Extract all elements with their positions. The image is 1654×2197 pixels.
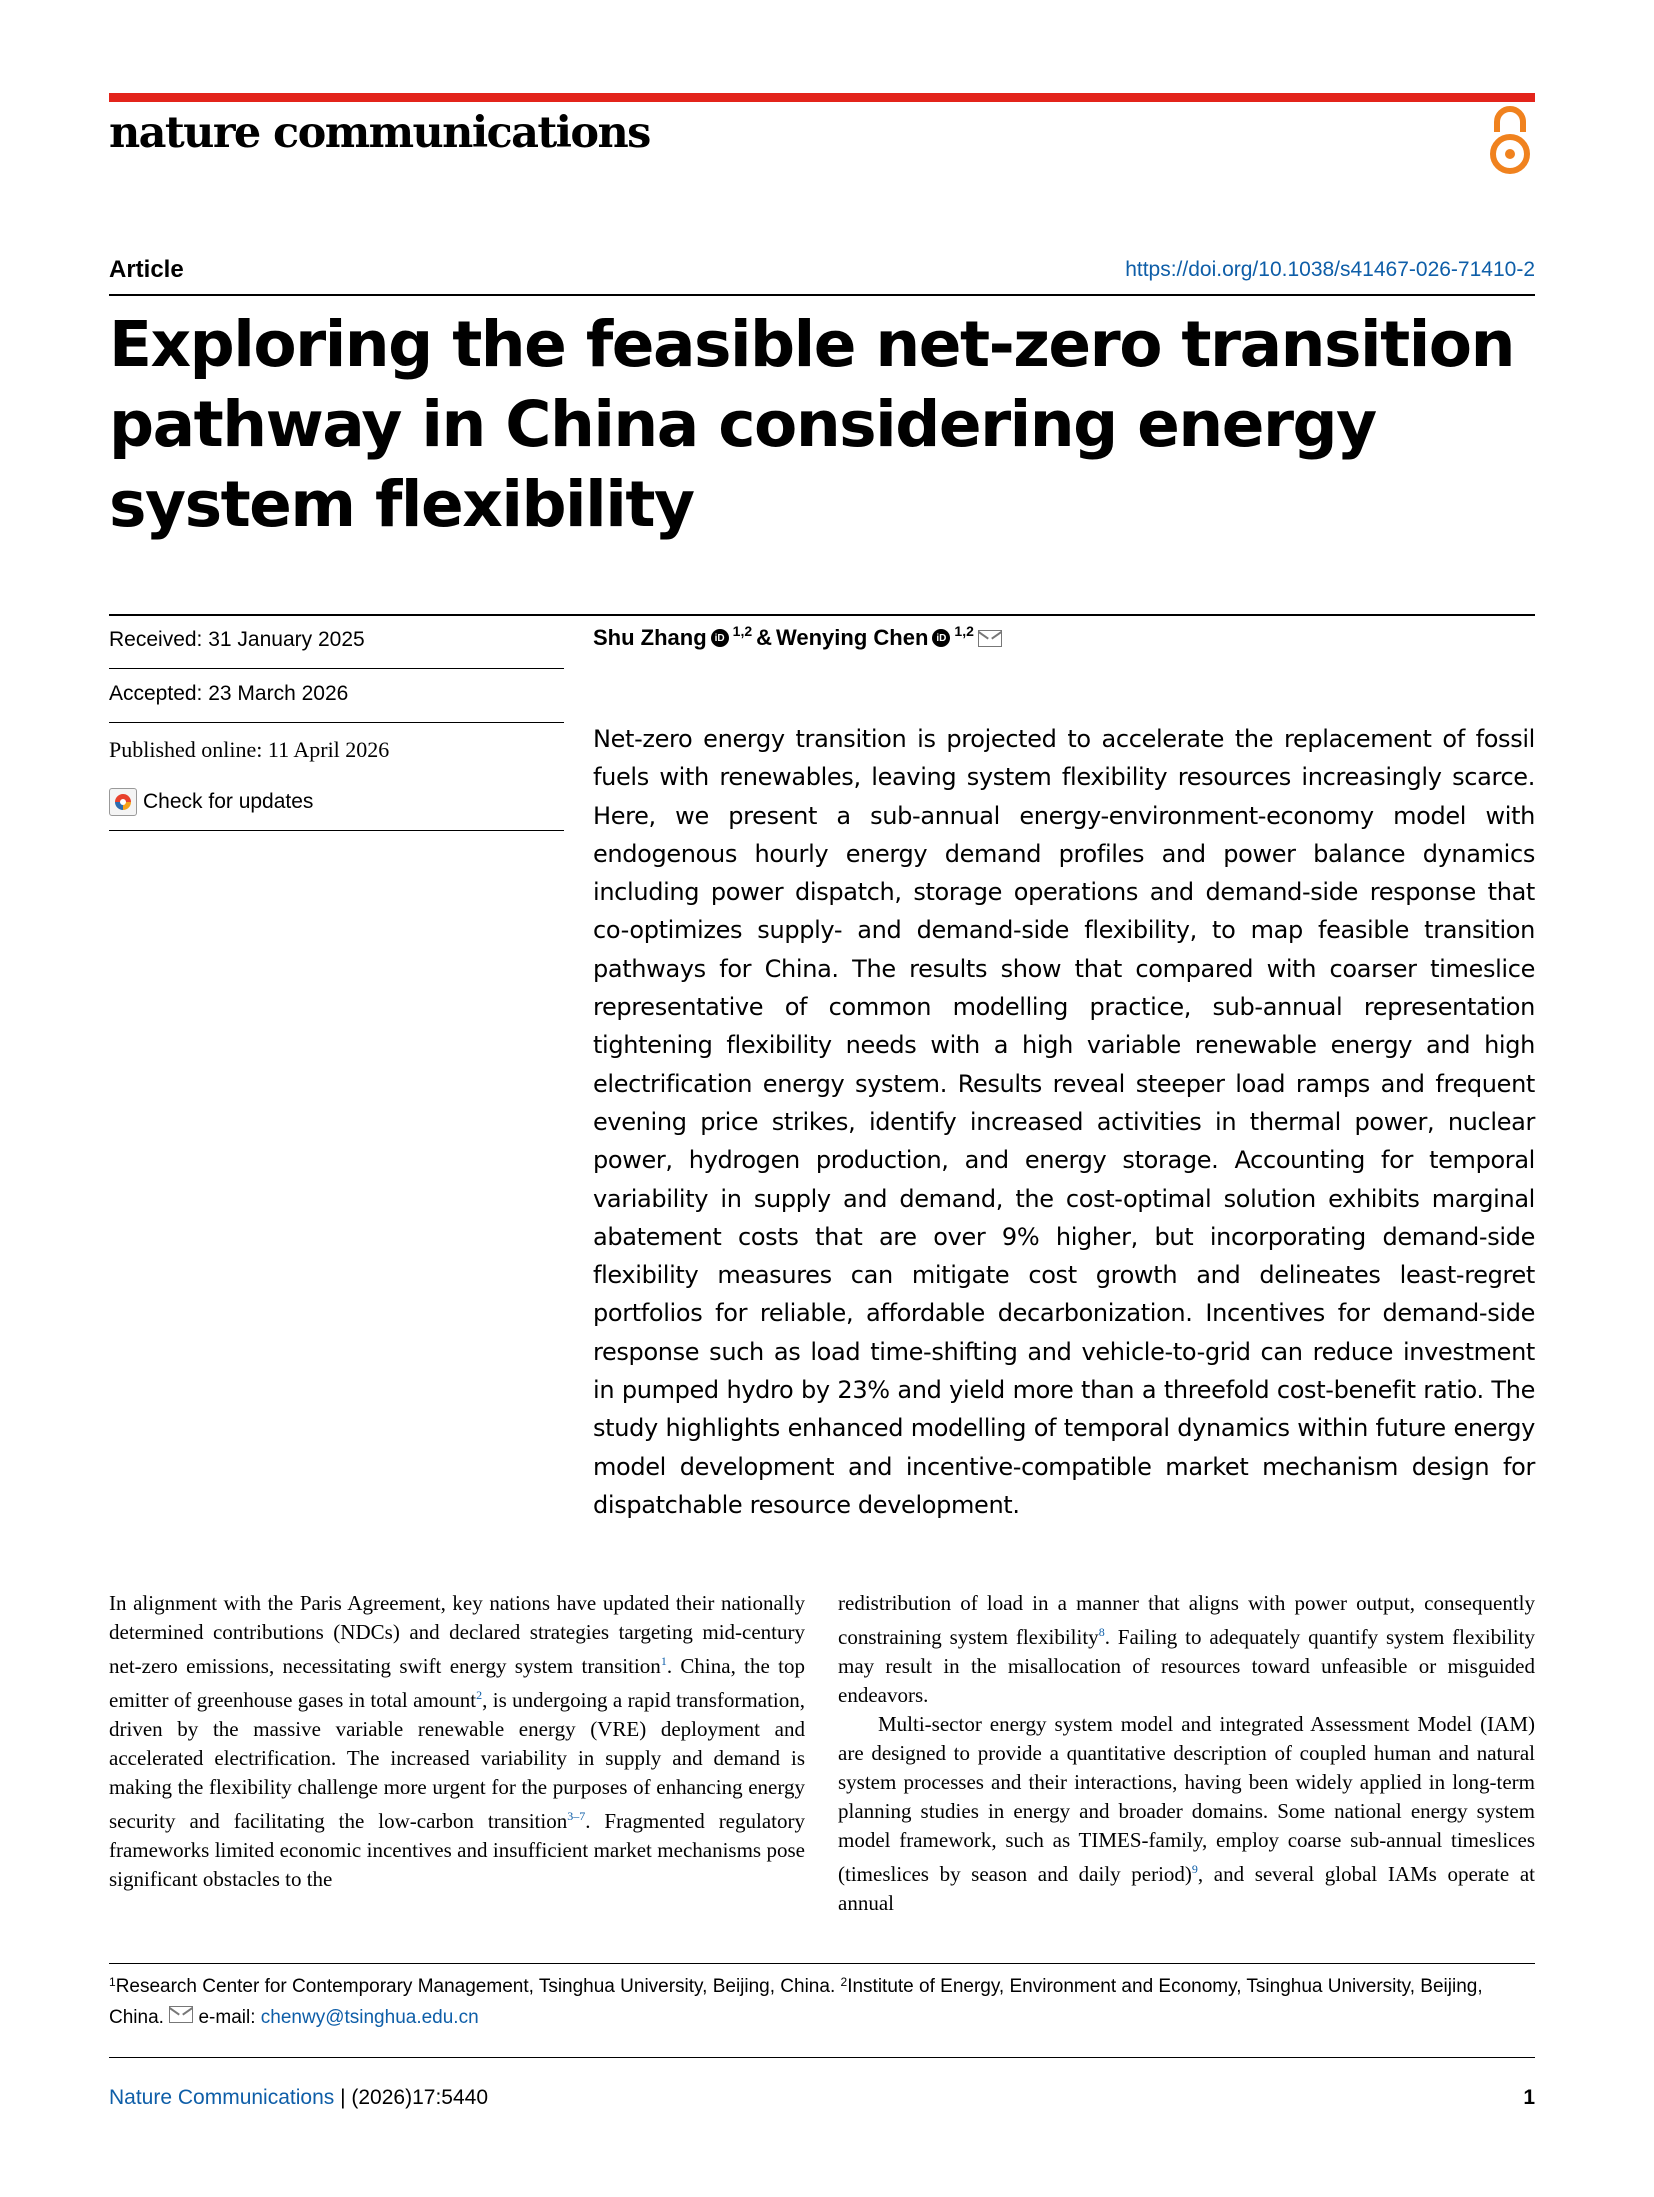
- reference-link[interactable]: 1: [660, 1654, 667, 1668]
- abstract: Net-zero energy transition is projected to accelerate the replacement of fossil fuels with renewables, leaving system flexibility resources increasingly scarce. Here, we present a sub-annual energy-environment-economy model with endogenous hourly energy demand profiles and power balance dynamics including power dispatch, storage operations and demand-side response that co-optimizes supply- and demand-side flexibility, to map feasible transition pathways for China. The results show that compared with coarser timeslice representative of common modelling practice, sub-annual representation tightening flexibility needs with a high variable renewable energy and high electrification energy system. Results reveal steeper load ramps and frequent evening price strikes, identify increased activities in thermal power, nuclear power, hydrogen production, and energy storage. Accounting for temporal variability in supply and demand, the cost-optimal solution exhibits marginal abatement costs that are over 9% higher, but incorporating demand-side flexibility measures can mitigate cost growth and delineates least-regret portfolios for reliable, affordable decarbonization. Incentives for demand-side response such as load time-shifting and vehicle-to-grid can reduce investment in pumped hydro by 23% and yield more than a threefold cost-benefit ratio. The study highlights enhanced modelling of temporal dynamics within future energy model development and incentive-compatible market mechanism design for dispatchable resource development.: [593, 725, 1535, 1519]
- affiliation-1: Research Center for Contemporary Management, Tsinghua University, Beijing, China.: [115, 1976, 836, 1997]
- body-paragraph: redistribution of load in a manner that aligns with power output, consequently constraining system flexibility$^8$. Failing to adequately quantify system flexibility may result in the misallocation of resources toward unfeasible or misguided endeavors.: [838, 1591, 1535, 1707]
- page-number: 1: [1523, 2086, 1535, 2109]
- accepted-date: Accepted: 23 March 2026: [109, 682, 349, 705]
- email-icon[interactable]: [978, 630, 1002, 647]
- affiliations: $^1$Research Center for Contemporary Management, Tsinghua University, Beijing, China. $^2$Institute of Energy, Environment and Economy, Tsinghua University, Beijing, China. e-mail: chenwy@tsinghua.edu.cn: [109, 1975, 1483, 2028]
- footer-divider: [109, 2057, 1535, 2058]
- check-updates-label: Check for updates: [143, 790, 314, 813]
- email-icon: [169, 2006, 193, 2023]
- author-affiliation: 1,2: [732, 623, 753, 639]
- email-link[interactable]: chenwy@tsinghua.edu.cn: [260, 2007, 479, 2028]
- email-label: e-mail:: [198, 2007, 256, 2028]
- author-separator: &: [756, 625, 773, 650]
- meta-divider-top: [109, 614, 1535, 616]
- received-date: Received: 31 January 2025: [109, 628, 365, 651]
- article-type-label: Article: [109, 256, 184, 283]
- footer-journal-link[interactable]: Nature Communications: [109, 2086, 335, 2109]
- footer-volume: | (2026)17:5440: [334, 2086, 489, 2109]
- reference-link[interactable]: 8: [1098, 1625, 1105, 1639]
- author-name[interactable]: Wenying Chen: [776, 625, 929, 650]
- open-access-icon: [1487, 106, 1533, 176]
- body-paragraph: In alignment with the Paris Agreement, key nations have updated their nationally determined contributions (NDCs) and declared strategies targeting mid-century net-zero emissions, necessitating swift energy system transition$^1$. China, the top emitter of greenhouse gases in total amount$^2$, is undergoing a rapid transformation, driven by the massive variable renewable energy (VRE) deployment and accelerated electrification. The increased variability in supply and demand is making the flexibility challenge more urgent for the purposes of enhancing energy security and facilitating the low-carbon transition$^{3-7}$. Fragmented regulatory frameworks limited economic incentives and insufficient market mechanisms pose significant obstacles to the: [109, 1591, 805, 1891]
- journal-name[interactable]: nature communications: [109, 108, 650, 158]
- meta-divider: [109, 668, 564, 669]
- affiliation-2: Institute of Energy, Environment and Economy, Tsinghua University, Beijing, China.: [109, 1976, 1483, 2028]
- journal-top-bar: [109, 93, 1535, 102]
- reference-link[interactable]: 3–7: [567, 1809, 586, 1823]
- author-list: [593, 625, 1002, 651]
- affiliation-divider: [109, 1963, 1535, 1964]
- header-divider: [109, 294, 1535, 296]
- author-affiliation: 1,2: [954, 623, 974, 639]
- reference-link[interactable]: 9: [1191, 1862, 1198, 1876]
- meta-divider: [109, 722, 564, 723]
- footer-citation: [109, 2086, 488, 2110]
- body-column-left: [109, 1589, 805, 1894]
- check-updates-icon: [109, 788, 137, 816]
- article-title: Exploring the feasible net-zero transition pathway in China considering energy system flexibility: [109, 308, 1514, 541]
- meta-divider: [109, 830, 564, 831]
- reference-link[interactable]: 2: [476, 1688, 483, 1702]
- doi-link[interactable]: https://doi.org/10.1038/s41467-026-71410-2: [1125, 258, 1535, 281]
- check-for-updates-button[interactable]: [109, 788, 564, 816]
- orcid-icon[interactable]: iD: [711, 629, 729, 647]
- body-paragraph: Multi-sector energy system model and integrated Assessment Model (IAM) are designed to provide a quantitative description of coupled human and natural system processes and their interactions, having been widely applied in long-term planning studies in energy and broader domains. Some national energy system model framework, such as TIMES-family, employ coarse sub-annual timeslices (timeslices by season and daily period)$^9$, and several global IAMs operate at annual: [838, 1712, 1535, 1915]
- orcid-icon[interactable]: iD: [932, 629, 950, 647]
- body-column-right: [838, 1589, 1535, 1918]
- author-name[interactable]: Shu Zhang: [593, 625, 707, 650]
- published-date: Published online: 11 April 2026: [109, 737, 390, 762]
